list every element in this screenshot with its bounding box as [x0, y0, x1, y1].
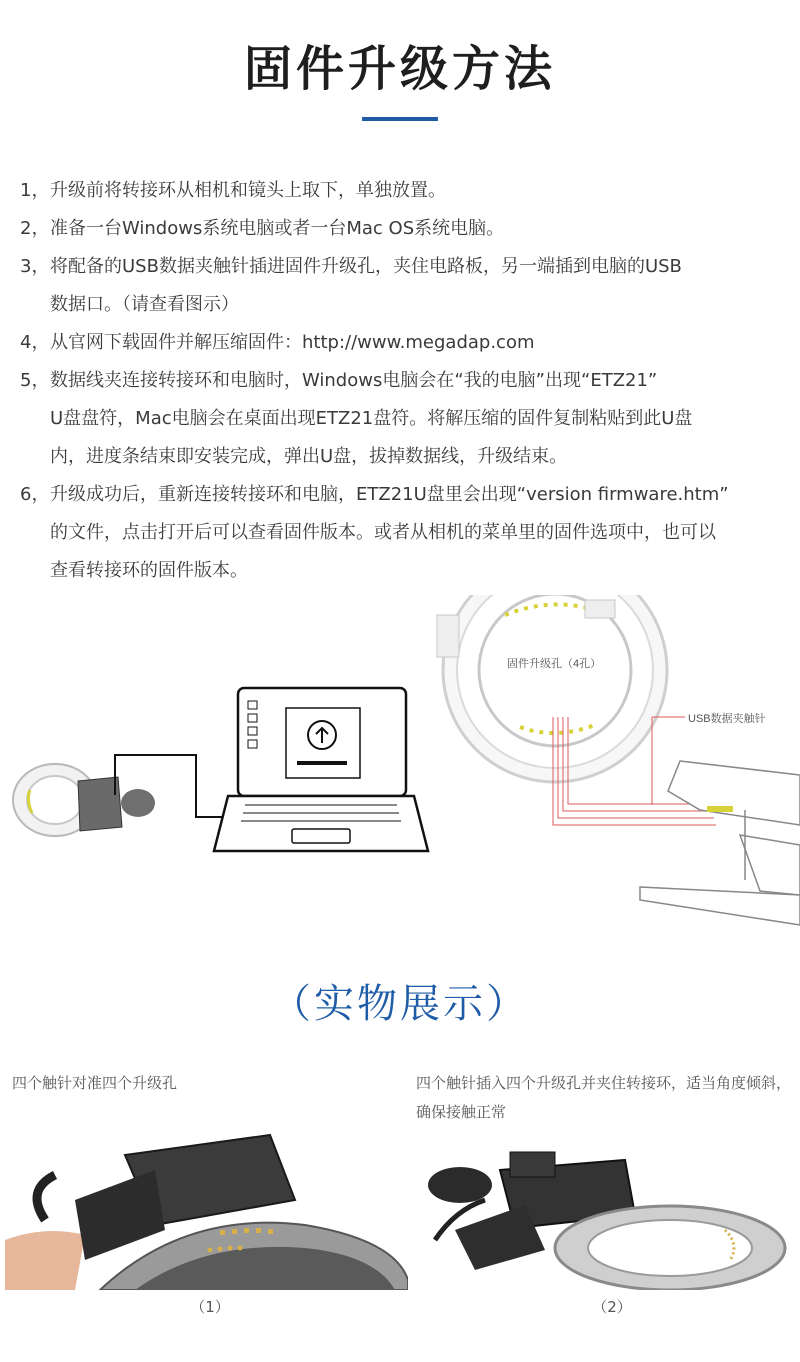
adapter-ring-large-icon [437, 595, 667, 782]
right-caption: 四个触针插入四个升级孔并夹住转接环，适当角度倾斜，确保接触正常 [416, 1074, 792, 1121]
step-text: 从官网下载固件并解压缩固件：http://www.megadap.com [50, 332, 535, 353]
usb-clip-small-icon [78, 777, 155, 831]
step-number: 1， [20, 180, 50, 201]
step-number: 5， [20, 370, 50, 391]
step-text: 升级成功后，重新连接转接环和电脑，ETZ21U盘里会出现“version firmware.htm” [50, 484, 729, 505]
step-text-cont: 查看转接环的固件版本。 [50, 560, 248, 581]
usb-clip-label: USB数据夹触针 [688, 713, 766, 725]
step-text-cont: 数据口。（请查看图示） [50, 294, 239, 315]
step-text-cont: U盘盘符，Mac电脑会在桌面出现ETZ21盘符。将解压缩的固件复制粘贴到此U盘 [50, 408, 693, 429]
photo-clip-aligned [5, 1130, 408, 1290]
showcase-title: （实物展示） [271, 981, 529, 1027]
step-6 [20, 476, 790, 590]
step-text: 将配备的USB数据夹触针插进固件升级孔，夹住电路板，另一端插到电脑的USB [50, 256, 682, 277]
step-text: 升级前将转接环从相机和镜头上取下，单独放置。 [50, 180, 446, 201]
left-caption: 四个触针对准四个升级孔 [12, 1074, 178, 1092]
page-title: 固件升级方法 [243, 41, 556, 97]
photo-number-1: （1） [190, 1298, 230, 1316]
step-text: 准备一台Windows系统电脑或者一台Mac OS系统电脑。 [50, 218, 505, 239]
step-4 [20, 324, 790, 362]
connection-diagram [0, 595, 800, 930]
step-number: 4， [20, 332, 50, 353]
laptop-icon [214, 688, 428, 851]
step-number: 6， [20, 484, 50, 505]
photo-clip-inserted [415, 1130, 795, 1290]
step-5 [20, 362, 790, 476]
step-text-cont: 内，进度条结束即安装完成，弹出U盘，拔掉数据线，升级结束。 [50, 446, 568, 467]
step-text-cont: 的文件，点击打开后可以查看固件版本。或者从相机的菜单里的固件选项中，也可以 [50, 522, 716, 543]
step-2 [20, 210, 790, 248]
firmware-holes-label: 固件升级孔（4孔） [507, 658, 602, 670]
steps-list [20, 172, 790, 590]
step-number: 3， [20, 256, 50, 277]
title-underline [362, 117, 438, 121]
step-1 [20, 172, 790, 210]
step-3 [20, 248, 790, 324]
step-text: 数据线夹连接转接环和电脑时，Windows电脑会在“我的电脑”出现“ETZ21” [50, 370, 658, 391]
step-number: 2， [20, 218, 50, 239]
photo-number-2: （2） [592, 1298, 632, 1316]
usb-clip-large-icon [640, 761, 800, 925]
